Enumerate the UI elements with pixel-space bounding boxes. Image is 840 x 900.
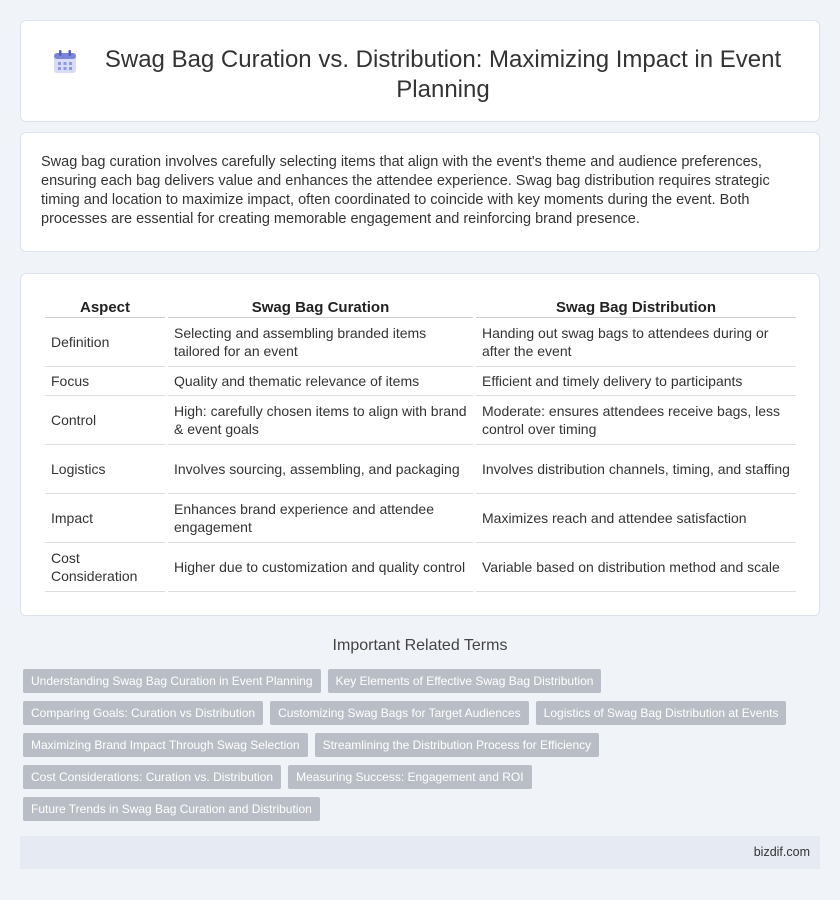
related-term-link[interactable]: Cost Considerations: Curation vs. Distribution: [23, 765, 281, 789]
header-distribution: Swag Bag Distribution: [476, 296, 796, 318]
related-term-link[interactable]: Measuring Success: Engagement and ROI: [288, 765, 531, 789]
cell-aspect: Definition: [45, 318, 165, 367]
related-terms-list: [23, 669, 813, 821]
table-header-row: [45, 296, 796, 318]
table-row: [45, 396, 796, 445]
cell-aspect: Focus: [45, 367, 165, 396]
header-curation: Swag Bag Curation: [168, 296, 473, 318]
footer-site-name[interactable]: bizdif.com: [753, 845, 810, 859]
related-term-link[interactable]: Streamlining the Distribution Process for Efficiency: [315, 733, 600, 757]
header-aspect: Aspect: [45, 296, 165, 318]
calendar-icon: [52, 49, 78, 75]
related-term-link[interactable]: Understanding Swag Bag Curation in Event Planning: [23, 669, 321, 693]
related-term-link[interactable]: Maximizing Brand Impact Through Swag Selection: [23, 733, 308, 757]
header-card: [20, 20, 820, 122]
related-term-link[interactable]: Logistics of Swag Bag Distribution at Events: [536, 701, 787, 725]
comparison-table: [42, 296, 799, 592]
related-term-link[interactable]: Comparing Goals: Curation vs Distribution: [23, 701, 263, 725]
cell-distribution: Efficient and timely delivery to participants: [476, 367, 796, 396]
cell-distribution: Involves distribution channels, timing, and staffing: [476, 445, 796, 494]
cell-curation: Selecting and assembling branded items tailored for an event: [168, 318, 473, 367]
comparison-table-card: [20, 273, 820, 616]
cell-aspect: Logistics: [45, 445, 165, 494]
cell-curation: Quality and thematic relevance of items: [168, 367, 473, 396]
header: [21, 21, 819, 105]
related-terms-title: Important Related Terms: [332, 637, 508, 654]
intro-paragraph: Swag bag curation involves carefully selecting items that align with the event's theme and audience preferences, ensuring each bag delivers value and enhances the attendee experience. Swag bag distribution requires strategic timing and location to maximize impact, often coordinated to coincide with key moments during the event. Both processes are essential for creating memorable engagement and reinforcing brand presence.: [41, 154, 770, 227]
cell-aspect: Cost Consideration: [45, 543, 165, 592]
table-row: [45, 494, 796, 543]
cell-distribution: Handing out swag bags to attendees during or after the event: [476, 318, 796, 367]
cell-distribution: Variable based on distribution method and scale: [476, 543, 796, 592]
cell-distribution: Maximizes reach and attendee satisfaction: [476, 494, 796, 543]
cell-aspect: Control: [45, 396, 165, 445]
table-row: [45, 318, 796, 367]
page-title: Swag Bag Curation vs. Distribution: Maximizing Impact in Event Planning: [104, 46, 782, 103]
table-row: [45, 445, 796, 494]
table-row: [45, 367, 796, 396]
intro-card: [20, 132, 820, 252]
cell-curation: Enhances brand experience and attendee engagement: [168, 494, 473, 543]
cell-curation: Involves sourcing, assembling, and packaging: [168, 445, 473, 494]
footer: [20, 836, 820, 869]
cell-curation: High: carefully chosen items to align with brand & event goals: [168, 396, 473, 445]
cell-curation: Higher due to customization and quality control: [168, 543, 473, 592]
table-row: [45, 543, 796, 592]
related-term-link[interactable]: Future Trends in Swag Bag Curation and Distribution: [23, 797, 320, 821]
cell-aspect: Impact: [45, 494, 165, 543]
related-term-link[interactable]: Key Elements of Effective Swag Bag Distribution: [328, 669, 602, 693]
cell-distribution: Moderate: ensures attendees receive bags, less control over timing: [476, 396, 796, 445]
related-term-link[interactable]: Customizing Swag Bags for Target Audiences: [270, 701, 529, 725]
